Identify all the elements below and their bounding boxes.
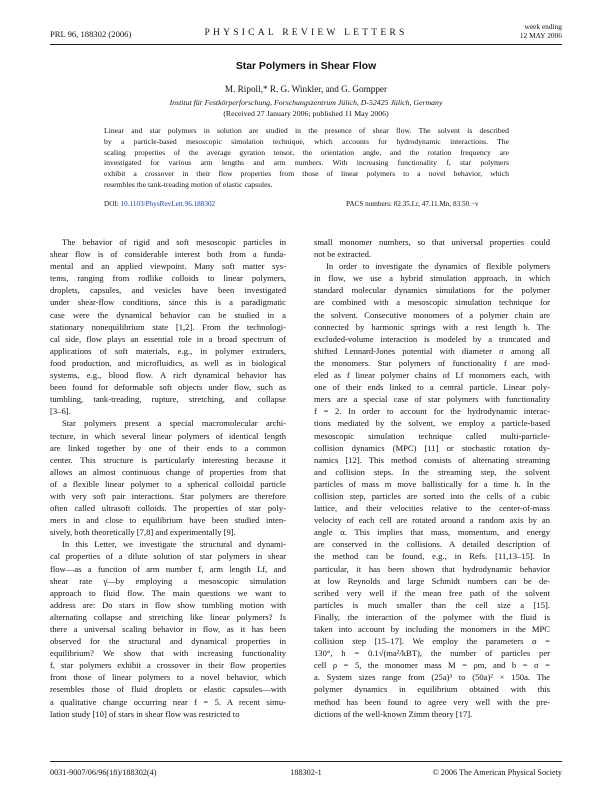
text-line: there a universal scaling behavior in flow, as it has been bbox=[50, 624, 286, 634]
received-dates: (Received 27 January 2006; published 11 May 2006) bbox=[223, 109, 389, 118]
text-line: polymer dynamics in equilibrium obtained with this bbox=[314, 684, 550, 695]
text-line: tumbling, tank-treading, rupture, stretching, and collapse bbox=[50, 394, 286, 405]
text-line: with very soft pair interactions. Star polymers are therefore bbox=[50, 490, 286, 501]
text-line: In order to investigate the dynamics of flexible polymers bbox=[326, 261, 550, 272]
text-line: standard molecular dynamics simulations for the polymer bbox=[314, 285, 550, 296]
text-line: collision dynamics (MPC) [11] or stochastic rotation dy- bbox=[314, 442, 550, 453]
text-line: the monomers. Star polymers of functionality f are mod- bbox=[314, 357, 550, 368]
copyright: © 2006 The American Physical Society bbox=[432, 768, 562, 777]
doi-pacs-row bbox=[104, 200, 509, 211]
text-line: taken into account by including the monomers in the MPC bbox=[314, 624, 550, 634]
text-line: shear flow is of considerable interest both from a funda- bbox=[50, 249, 286, 260]
text-line: center. This structure is particularly interesting because it bbox=[50, 454, 286, 465]
text-line: f, star polymers exhibit a crossover in their flow properties bbox=[50, 660, 286, 671]
text-line: In this Letter, we investigate the structural and dynami- bbox=[62, 539, 286, 550]
text-line: under shear-flow conditions, since this is a paradigmatic bbox=[50, 297, 286, 308]
text-line: approach to fluid flow. The main questions we want to bbox=[50, 587, 286, 598]
page-number: 188302-1 bbox=[290, 768, 322, 777]
text-line: cell ρ = 5, the monomer mass M = ρm, and b = σ = bbox=[314, 660, 550, 671]
text-line: observed for the structural and dynamical properties in bbox=[50, 636, 286, 647]
text-line: and collision steps. In the streaming step, the solvent bbox=[314, 466, 550, 477]
text-line: case were the dynamical behavior can be studied in a bbox=[50, 309, 286, 320]
text-line: angle α. This implies that mass, momentum, and energy bbox=[314, 527, 550, 538]
text-line: the method can be found, e.g., in Refs. [11,13–15]. In bbox=[314, 551, 550, 562]
text-line: one of their ends linked to a central particle. Linear poly- bbox=[314, 382, 550, 393]
abstract-line: by a particle-based mesoscopic simulation technique, which accounts for hydrodynamic interactions. The bbox=[104, 136, 509, 146]
abstract-line: resembles the tank-treading motion of elastic capsules. bbox=[104, 179, 273, 189]
text-line: equilibrium? We show that with increasing functionality bbox=[50, 648, 286, 659]
text-line: resembles those of fluid droplets or elastic capsules—with bbox=[50, 684, 286, 695]
doi-link[interactable]: 10.1103/PhysRevLett.96.188302 bbox=[120, 200, 216, 208]
text-line: from those of linear polymers to a novel behavior, which bbox=[50, 672, 286, 683]
header-citation: PRL 96, 188302 (2006) bbox=[50, 29, 132, 39]
text-line: tems, ranging from rodlike colloids to linear polymers, bbox=[50, 273, 286, 284]
text-line: Star polymers present a special macromolecular archi- bbox=[62, 418, 286, 429]
body-column-right bbox=[314, 236, 550, 720]
text-line: excluded-volume interaction is modeled by a truncated and bbox=[314, 333, 550, 344]
text-line: allows an almost continuous change of properties from that bbox=[50, 466, 286, 477]
text-line: not be extracted. bbox=[314, 249, 372, 260]
abstract-line: investigated for various arm lengths and arm numbers. With increasing functionality f, star polymers bbox=[104, 158, 509, 168]
text-line: sively, both theoretically [7,8] and experimentally [9]. bbox=[50, 527, 236, 538]
text-line: are conserved in the collisions. A detailed description of bbox=[314, 539, 550, 550]
text-line: mesoscopic simulation technique called multi-particle- bbox=[314, 430, 550, 441]
doi-label: DOI: bbox=[104, 200, 119, 208]
author-list: M. Ripoll,* R. G. Winkler, and G. Gompper bbox=[224, 84, 388, 94]
abstract-line: scaling properties of the average gyration tensor, the orientation angle, and the rotation frequency are bbox=[104, 147, 509, 157]
text-line: the solvent. Consecutive monomers of a polymer chain are bbox=[314, 309, 550, 320]
text-line: particles is much smaller than the cell size a [15]. bbox=[314, 599, 550, 610]
text-line: alternating collapse and stretching like linear polymers? Is bbox=[50, 611, 286, 622]
text-line: shifted Lennard-Jones potential with diameter σ among all bbox=[314, 345, 550, 356]
text-line: [3–6]. bbox=[50, 406, 71, 417]
abstract-line: Linear and star polymers in solution are studied in the presence of shear flow. The solvent is described bbox=[104, 126, 509, 135]
text-line: cal properties of a dilute solution of star polymers in shear bbox=[50, 551, 286, 562]
abstract-line: exhibit a crossover in their flow properties from those of linear polymers to a novel behavior, which bbox=[104, 169, 509, 179]
text-line: connected by harmonic springs with a rest length b. The bbox=[314, 321, 550, 332]
text-line: food production, and microfluidics, as well as in biological bbox=[50, 357, 286, 368]
text-line: f = 2. In order to account for the hydrodynamic interac- bbox=[314, 406, 550, 417]
text-line: tecture, in which several linear polymers of identical length bbox=[50, 430, 286, 441]
text-line: stationary nonequilibrium state [1,2]. From the technologi- bbox=[50, 321, 286, 332]
text-line: particular, it has been shown that hydrodynamic behavior bbox=[314, 563, 550, 574]
text-line: are combined with a mesoscopic simulation technique for bbox=[314, 297, 550, 308]
text-line: Finally, the interaction of the polymer with the fluid is bbox=[314, 611, 550, 622]
text-line: address are: Do stars in flow show tumbling motion with bbox=[50, 599, 286, 610]
doi bbox=[104, 200, 215, 208]
text-line: lation study [10] of stars in shear flow was restricted to bbox=[50, 708, 240, 719]
text-line: method has been found to agree very well with the pre- bbox=[314, 696, 550, 707]
header-week-label: week ending bbox=[524, 22, 562, 31]
affiliation: Institut für Festkörperforschung, Forschungszentrum Jülich, D-52425 Jülich, Germany bbox=[169, 98, 443, 107]
text-line: are linked together by one of their ends to a common bbox=[50, 442, 286, 453]
text-line: particles of mass m move ballistically for a time h. In the bbox=[314, 478, 550, 489]
text-line: small monomer numbers, so that universal properties could bbox=[314, 237, 550, 247]
text-line: of a flexible linear polymer to a spherical colloidal particle bbox=[50, 478, 286, 489]
header-date: 12 MAY 2006 bbox=[519, 30, 562, 40]
text-line: mers are a special case of star polymers with functionality bbox=[314, 394, 550, 405]
text-line: dictions of the well-known Zimm theory [17]. bbox=[314, 708, 473, 719]
text-line: tions mediated by the solvent, we employ a particle-based bbox=[314, 418, 550, 429]
body-column-left bbox=[50, 236, 286, 720]
pacs-numbers: PACS numbers: 82.35.Lr, 47.11.Mn, 83.50.−v bbox=[346, 200, 479, 208]
abstract bbox=[104, 126, 509, 191]
text-line: The behavior of rigid and soft mesoscopic particles in bbox=[62, 237, 286, 247]
header-journal: PHYSICAL REVIEW LETTERS bbox=[204, 27, 408, 38]
header-issue-date bbox=[520, 23, 562, 40]
text-line: collision step, particles are sorted into the cells of a cubic bbox=[314, 490, 550, 501]
text-line: lattice, and their velocities relative to the center-of-mass bbox=[314, 503, 550, 514]
running-header bbox=[50, 22, 562, 42]
text-line: droplets, capsules, and vesicles have been investigated bbox=[50, 285, 286, 296]
text-line: 130°, h = 0.1√(ma²/kBT), the number of particles per bbox=[314, 648, 550, 659]
text-line: often called ultrasoft colloids. The properties of star poly- bbox=[50, 503, 286, 514]
text-line: mental and an applied viewpoint. Many soft matter sys- bbox=[50, 261, 286, 272]
text-line: collision step [15–17]. We employ the parameters α = bbox=[314, 636, 550, 647]
text-line: been found for deformable soft objects under flow, such as bbox=[50, 382, 286, 393]
text-line: namics [12]. This method consists of alternating streaming bbox=[314, 454, 550, 465]
text-line: velocity of each cell are rotated around a random axis by an bbox=[314, 515, 550, 526]
text-line: at low Reynolds and large Schmidt numbers can be de- bbox=[314, 575, 550, 586]
text-line: applications of soft materials, e.g., in polymer extruders, bbox=[50, 345, 286, 356]
paper-title: Star Polymers in Shear Flow bbox=[235, 61, 377, 72]
text-line: eled as f linear polymer chains of Lf monomers each, with bbox=[314, 370, 550, 381]
text-line: cal side, flow plays an essential role in a broad spectrum of bbox=[50, 333, 286, 344]
text-line: a. System sizes range from (25a)³ to (50a)² × 150a. The bbox=[314, 672, 550, 683]
text-line: a qualitative change occurring near f = 5. A recent simu- bbox=[50, 696, 286, 707]
footer-rule bbox=[50, 761, 562, 762]
text-line: scribed very well if the mean free path of the solvent bbox=[314, 587, 550, 598]
text-line: in flow, we use a hybrid simulation approach, in which bbox=[314, 273, 550, 284]
header-rule bbox=[50, 44, 562, 45]
text-line: systems, e.g., blood flow. A rich dynamical behavior has bbox=[50, 370, 286, 381]
text-line: mers in and close to equilibrium have been studied inten- bbox=[50, 515, 286, 526]
text-line: flow—as a function of arm number f, arm length Lf, and bbox=[50, 563, 286, 574]
footer-code: 0031-9007/06/96(18)/188302(4) bbox=[50, 768, 157, 777]
text-line: shear rate γ̇—by employing a mesoscopic simulation bbox=[50, 575, 286, 586]
